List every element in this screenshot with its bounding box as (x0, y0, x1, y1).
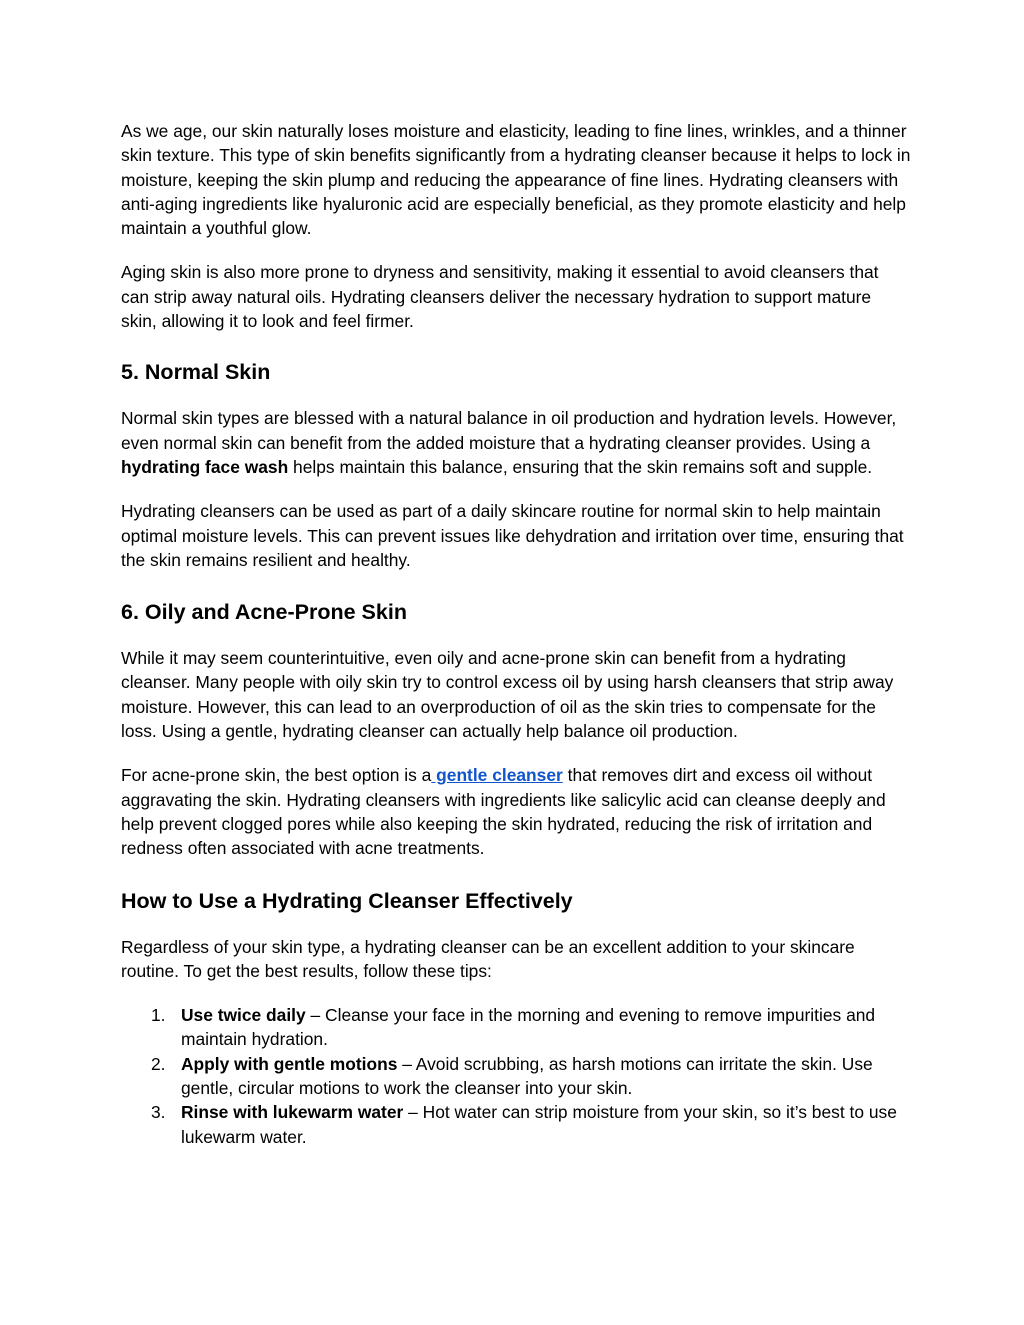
list-number: 1. (151, 1005, 166, 1026)
normal-p1-text-before: Normal skin types are blessed with a natural balance in oil production and hydration levels. However, even normal skin can benefit from the added moisture that a hydrating cleanser provides. Using a (121, 408, 897, 453)
list-item (121, 1100, 911, 1149)
tip-text: – Hot water can strip moisture from your skin, so it’s best to use lukewarm water. (181, 1102, 897, 1147)
hydrating-face-wash-bold: hydrating face wash (121, 456, 289, 477)
oily-paragraph-1: While it may seem counterintuitive, even oily and acne-prone skin can benefit from a hydrating cleanser. Many people with oily skin try to control excess oil by using harsh cleansers that strip away moisture. However, this can lead to an overproduction of oil as the skin tries to compensate for the loss. Using a gentle, hydrating cleanser can actually help balance oil production. (121, 648, 894, 742)
list-item (121, 1003, 911, 1052)
gentle-cleanser-link[interactable]: gentle cleanser (431, 765, 563, 786)
list-number: 3. (151, 1102, 166, 1123)
document-page (121, 119, 911, 1149)
tip-title: Rinse with lukewarm water (181, 1102, 404, 1123)
list-number: 2. (151, 1053, 166, 1074)
tip-title: Apply with gentle motions (181, 1053, 398, 1074)
aging-paragraph-2: Aging skin is also more prone to dryness and sensitivity, making it essential to avoid cleansers that can strip away natural oils. Hydrating cleansers deliver the necessary hydration to support mature skin, allowing it to look and feel firmer. (121, 262, 879, 332)
tips-list (121, 1003, 911, 1149)
aging-paragraph-1: As we age, our skin naturally loses moisture and elasticity, leading to fine lines, wrinkles, and a thinner skin texture. This type of skin benefits significantly from a hydrating cleanser because it helps to lock in moisture, keeping the skin plump and reducing the appearance of fine lines. Hydrating cleansers with anti-aging ingredients like hyaluronic acid are especially beneficial, as they promote elasticity and help maintain a youthful glow. (121, 121, 911, 239)
how-to-use-heading: How to Use a Hydrating Cleanser Effectively (121, 888, 573, 913)
oily-p2-text-before: For acne-prone skin, the best option is a (121, 765, 432, 786)
normal-paragraph-2: Hydrating cleansers can be used as part of a daily skincare routine for normal skin to help maintain optimal moisture levels. This can prevent issues like dehydration and irritation over time, ensuring that the skin remains resilient and healthy. (121, 501, 904, 570)
tip-title: Use twice daily (181, 1005, 306, 1026)
oily-paragraph-2 (121, 763, 911, 860)
how-to-intro: Regardless of your skin type, a hydrating cleanser can be an excellent addition to your skincare routine. To get the best results, follow these tips: (121, 936, 855, 981)
oily-p2-text-after: that removes dirt and excess oil without aggravating the skin. Hydrating cleansers with ingredients like salicylic acid can cleanse deeply and help prevent clogged pores while also keeping the skin hydrated, reducing the risk of irritation and redness often associated with acne treatments. (121, 765, 886, 859)
tip-text: – Cleanse your face in the morning and evening to remove impurities and maintain hydration. (181, 1005, 876, 1050)
normal-paragraph-1 (121, 406, 911, 479)
tip-text: – Avoid scrubbing, as harsh motions can irritate the skin. Use gentle, circular motions to work the cleanser into your skin. (181, 1053, 873, 1099)
normal-p1-text-after: helps maintain this balance, ensuring that the skin remains soft and supple. (288, 456, 873, 477)
oily-skin-heading: 6. Oily and Acne-Prone Skin (121, 600, 407, 625)
normal-skin-heading: 5. Normal Skin (121, 360, 271, 385)
list-item (121, 1052, 911, 1101)
